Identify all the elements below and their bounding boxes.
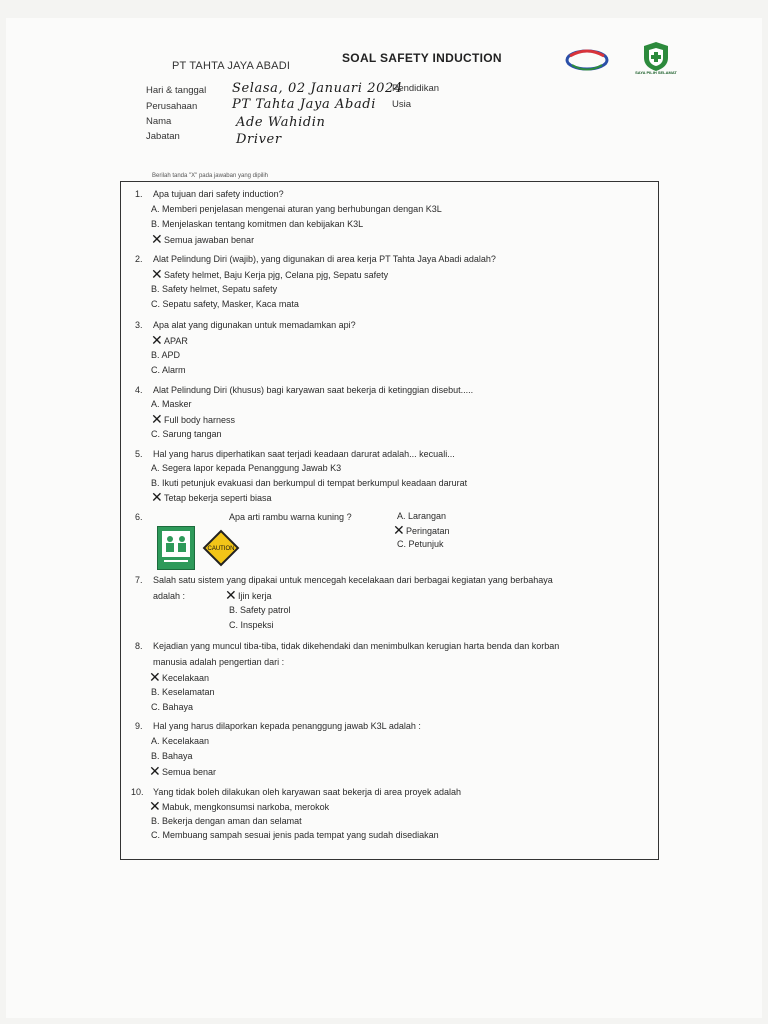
label-position: Jabatan bbox=[146, 131, 180, 142]
x-mark-icon: ✕ bbox=[149, 763, 161, 779]
answer-option[interactable] bbox=[149, 669, 210, 685]
answer-option[interactable] bbox=[151, 231, 255, 247]
x-mark-icon: ✕ bbox=[151, 411, 163, 427]
answer-option[interactable] bbox=[151, 751, 193, 761]
option-label: C. Inspeksi bbox=[229, 620, 274, 630]
answer-option[interactable] bbox=[149, 798, 330, 814]
caution-sign-icon bbox=[201, 528, 241, 568]
question-text-continued: adalah : bbox=[153, 591, 186, 601]
option-label: Mabuk, mengkonsumsi narkoba, merokok bbox=[162, 802, 330, 812]
question-number: 4. bbox=[135, 385, 143, 395]
option-label: A. Larangan bbox=[397, 511, 447, 521]
answer-option[interactable] bbox=[397, 539, 444, 549]
company-name: PT TAHTA JAYA ABADI bbox=[172, 60, 291, 72]
answer-option[interactable] bbox=[151, 816, 302, 826]
answer-option[interactable] bbox=[151, 204, 442, 214]
green-safety-sign-icon bbox=[157, 526, 195, 570]
option-label: C. Petunjuk bbox=[397, 539, 444, 549]
option-label: C. Bahaya bbox=[151, 702, 194, 712]
question-text: Hal yang harus diperhatikan saat terjadi keadaan darurat adalah... kecuali... bbox=[153, 449, 455, 459]
label-name: Nama bbox=[146, 116, 172, 127]
x-mark-icon: ✕ bbox=[151, 489, 163, 505]
question-text: Alat Pelindung Diri (wajib), yang digunakan di area kerja PT Tahta Jaya Abadi adalah? bbox=[153, 254, 496, 264]
answer-option[interactable] bbox=[151, 411, 236, 427]
question-number: 10. bbox=[131, 787, 144, 797]
value-company: PT Tahta Jaya Abadi bbox=[232, 97, 376, 112]
option-label: B. APD bbox=[151, 350, 181, 360]
document-title: SOAL SAFETY INDUCTION bbox=[342, 51, 502, 65]
answer-option[interactable] bbox=[225, 587, 272, 603]
document-page bbox=[6, 18, 762, 1018]
caution-sign-text: CAUTION bbox=[207, 546, 235, 552]
question-text: Salah satu sistem yang dipakai untuk mencegah kecelakaan dari berbagai kegiatan yang berbahaya bbox=[153, 575, 553, 585]
safety-shield-icon bbox=[632, 40, 680, 72]
answer-option[interactable] bbox=[151, 429, 222, 439]
safety-logo bbox=[632, 40, 680, 82]
answer-option[interactable] bbox=[151, 478, 467, 488]
option-label: Tetap bekerja seperti biasa bbox=[164, 493, 272, 503]
option-label: B. Safety patrol bbox=[229, 605, 291, 615]
question-number: 6. bbox=[135, 512, 143, 522]
option-label: Full body harness bbox=[164, 415, 236, 425]
question-text: Kejadian yang muncul tiba-tiba, tidak dikehendaki dan menimbulkan kerugian harta benda dan korban bbox=[153, 641, 560, 651]
question-text: Apa arti rambu warna kuning ? bbox=[229, 512, 352, 522]
question-number: 7. bbox=[135, 575, 143, 585]
option-label: B. Ikuti petunjuk evakuasi dan berkumpul di tempat berkumpul keadaan darurat bbox=[151, 478, 468, 488]
question-number: 2. bbox=[135, 254, 143, 264]
option-label: B. Bahaya bbox=[151, 751, 193, 761]
answer-option[interactable] bbox=[151, 332, 188, 348]
option-label: B. Menjelaskan tentang komitmen dan kebijakan K3L bbox=[151, 219, 364, 229]
option-label: Ijin kerja bbox=[238, 591, 272, 601]
x-mark-icon: ✕ bbox=[149, 798, 161, 814]
label-company: Perusahaan bbox=[146, 101, 198, 112]
x-mark-icon: ✕ bbox=[151, 231, 163, 247]
answer-option[interactable] bbox=[151, 266, 389, 282]
option-label: B. Safety helmet, Sepatu safety bbox=[151, 284, 278, 294]
answer-option[interactable] bbox=[393, 522, 450, 538]
answer-option[interactable] bbox=[151, 489, 272, 505]
answer-option[interactable] bbox=[151, 219, 363, 229]
question-text: Hal yang harus dilaporkan kepada penanggung jawab K3L adalah : bbox=[153, 721, 421, 731]
question-number: 8. bbox=[135, 641, 143, 651]
question-text: Apa alat yang digunakan untuk memadamkan api? bbox=[153, 320, 356, 330]
option-label: B. Bekerja dengan aman dan selamat bbox=[151, 816, 302, 826]
x-mark-icon: ✕ bbox=[151, 332, 163, 348]
label-education: Pendidikan bbox=[392, 83, 440, 94]
answer-option[interactable] bbox=[151, 365, 186, 375]
question-text: Alat Pelindung Diri (khusus) bagi karyawan saat bekerja di ketinggian disebut..... bbox=[153, 385, 474, 395]
option-label: Kecelakaan bbox=[162, 673, 210, 683]
answer-option[interactable] bbox=[151, 830, 439, 840]
option-label: A. Kecelakaan bbox=[151, 736, 210, 746]
safety-logo-text: SAYA PILIH SELAMAT bbox=[635, 70, 677, 75]
option-label: C. Sepatu safety, Masker, Kaca mata bbox=[151, 299, 299, 309]
answer-option[interactable] bbox=[151, 702, 193, 712]
question-text-continued: manusia adalah pengertian dari : bbox=[153, 657, 285, 667]
question-number: 9. bbox=[135, 721, 143, 731]
answer-option[interactable] bbox=[151, 299, 299, 309]
question-number: 1. bbox=[135, 189, 143, 199]
option-label: A. Memberi penjelasan mengenai aturan yang berhubungan dengan K3L bbox=[151, 204, 442, 214]
answer-option[interactable] bbox=[151, 463, 341, 473]
option-label: APAR bbox=[164, 336, 188, 346]
option-label: C. Alarm bbox=[151, 365, 186, 375]
answer-option[interactable] bbox=[229, 605, 291, 615]
value-date: Selasa, 02 Januari 2024 bbox=[232, 81, 403, 96]
option-label: Semua benar bbox=[162, 767, 217, 777]
option-label: C. Sarung tangan bbox=[151, 429, 222, 439]
label-date: Hari & tanggal bbox=[146, 85, 207, 96]
answer-option[interactable] bbox=[229, 620, 274, 630]
option-label: Semua jawaban benar bbox=[164, 235, 255, 245]
option-label: Peringatan bbox=[406, 526, 450, 536]
answer-option[interactable] bbox=[151, 284, 277, 294]
option-label: C. Membuang sampah sesuai jenis pada tempat yang sudah disediakan bbox=[151, 830, 439, 840]
question-text: Yang tidak boleh dilakukan oleh karyawan saat bekerja di area proyek adalah bbox=[153, 787, 462, 797]
answer-option[interactable] bbox=[397, 511, 446, 521]
option-label: B. Keselamatan bbox=[151, 687, 215, 697]
question-number: 5. bbox=[135, 449, 143, 459]
label-age: Usia bbox=[392, 99, 412, 110]
company-logo-icon bbox=[562, 46, 612, 74]
x-mark-icon: ✕ bbox=[151, 266, 163, 282]
x-mark-icon: ✕ bbox=[393, 522, 405, 538]
option-label: A. Segera lapor kepada Penanggung Jawab K3 bbox=[151, 463, 342, 473]
x-mark-icon: ✕ bbox=[149, 669, 161, 685]
option-label: Safety helmet, Baju Kerja pjg, Celana pjg, Sepatu safety bbox=[164, 270, 389, 280]
answer-option[interactable] bbox=[151, 736, 209, 746]
answer-option[interactable] bbox=[151, 350, 180, 360]
questions-box bbox=[120, 181, 659, 860]
question-text: Apa tujuan dari safety induction? bbox=[153, 189, 284, 199]
value-name: Ade Wahidin bbox=[236, 115, 326, 130]
option-label: A. Masker bbox=[151, 399, 192, 409]
instruction-text: Berilah tanda "X" pada jawaban yang dipilih bbox=[152, 173, 269, 179]
answer-option[interactable] bbox=[151, 399, 192, 409]
answer-option[interactable] bbox=[151, 687, 215, 697]
answer-option[interactable] bbox=[149, 763, 217, 779]
value-position: Driver bbox=[236, 132, 282, 147]
x-mark-icon: ✕ bbox=[225, 587, 237, 603]
question-number: 3. bbox=[135, 320, 143, 330]
